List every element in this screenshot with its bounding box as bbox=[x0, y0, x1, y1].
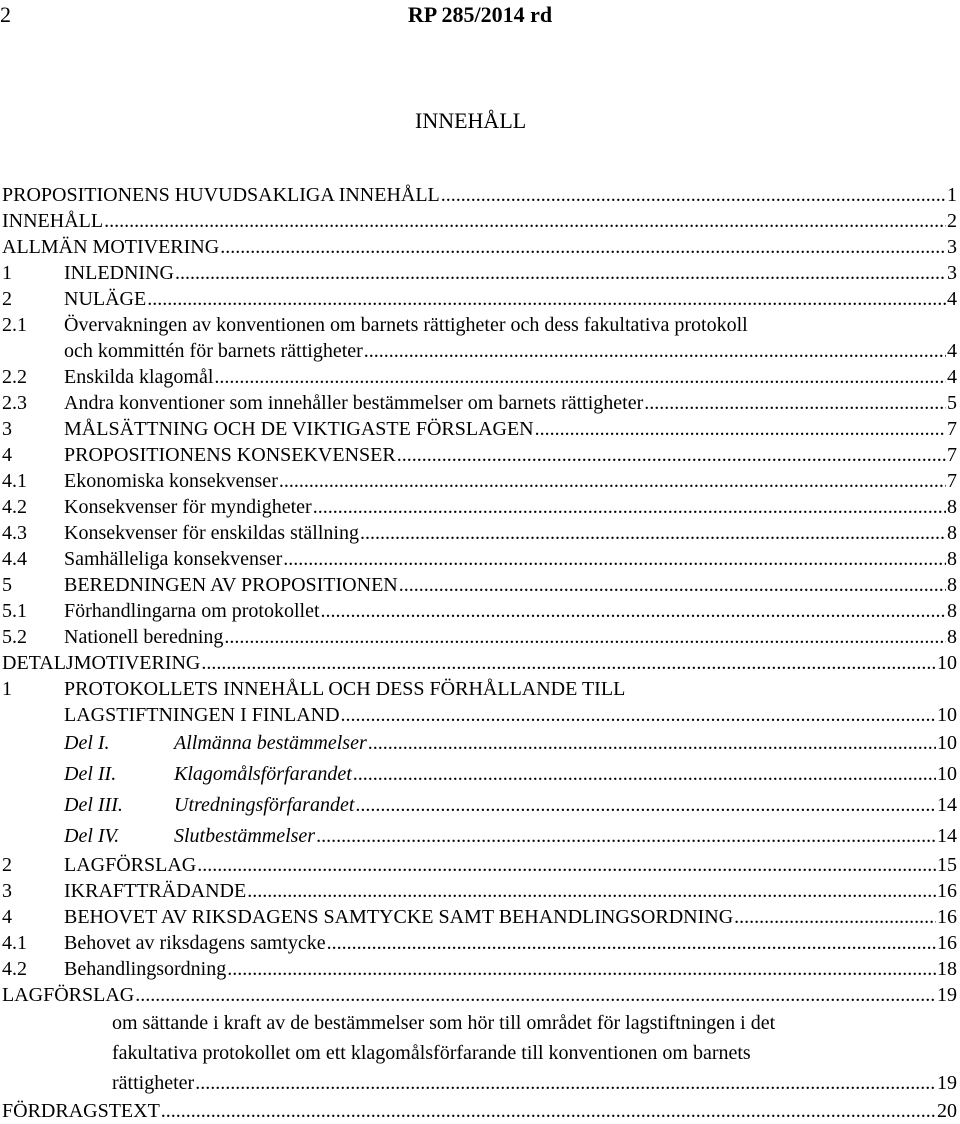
toc-entry[interactable] bbox=[2, 930, 957, 956]
toc-leader bbox=[397, 442, 946, 468]
toc-entry[interactable] bbox=[2, 520, 957, 546]
toc-label: LAGFÖRSLAG bbox=[64, 854, 197, 876]
toc-label: Slutbestämmelser bbox=[174, 825, 316, 847]
toc-leader bbox=[147, 286, 946, 312]
toc-label: LAGFÖRSLAG bbox=[2, 984, 135, 1006]
toc-page: 7 bbox=[947, 418, 957, 440]
toc-leader bbox=[283, 546, 946, 572]
toc-number: 3 bbox=[2, 418, 12, 440]
toc-leader bbox=[321, 598, 946, 624]
toc-leader bbox=[316, 821, 936, 852]
toc-page: 8 bbox=[947, 600, 957, 622]
toc-entry[interactable] bbox=[2, 1098, 957, 1124]
toc-leader bbox=[220, 234, 946, 260]
toc-number: 5.1 bbox=[2, 600, 27, 622]
toc-page: 2 bbox=[947, 210, 957, 232]
toc-entry[interactable] bbox=[2, 468, 957, 494]
toc-page: 4 bbox=[947, 366, 957, 388]
toc-leader bbox=[353, 759, 936, 790]
toc-label: Samhälleliga konsekvenser bbox=[64, 548, 283, 570]
toc-label: Utredningsförfarandet bbox=[174, 794, 355, 816]
toc-label: FÖRDRAGSTEXT bbox=[2, 1100, 160, 1122]
toc-page: 16 bbox=[937, 906, 957, 928]
toc-number: 4.1 bbox=[2, 932, 27, 954]
toc-label: Enskilda klagomål bbox=[64, 366, 214, 388]
toc-number: 4 bbox=[2, 444, 12, 466]
toc-number: Del I. bbox=[64, 732, 110, 754]
toc-entry[interactable] bbox=[2, 676, 957, 702]
toc-number: 3 bbox=[2, 880, 12, 902]
toc-page: 8 bbox=[947, 574, 957, 596]
toc-entry[interactable] bbox=[2, 624, 957, 650]
toc-label: MÅLSÄTTNING OCH DE VIKTIGASTE FÖRSLAGEN bbox=[64, 418, 534, 440]
toc-entry[interactable] bbox=[2, 728, 957, 759]
toc-entry[interactable] bbox=[2, 286, 957, 312]
toc-page: 8 bbox=[947, 626, 957, 648]
toc-label: INLEDNING bbox=[64, 262, 174, 284]
toc-number: 2.2 bbox=[2, 366, 27, 388]
toc-entry[interactable] bbox=[2, 956, 957, 982]
toc-label: DETALJMOTIVERING bbox=[2, 652, 201, 674]
toc-leader bbox=[135, 982, 936, 1008]
toc-number: 2.1 bbox=[2, 314, 27, 336]
toc-page: 16 bbox=[937, 880, 957, 902]
toc-entry[interactable] bbox=[2, 572, 957, 598]
toc-label: INNEHÅLL bbox=[2, 210, 104, 232]
toc-label: PROPOSITIONENS KONSEKVENSER bbox=[64, 444, 396, 466]
page-number: 2 bbox=[0, 2, 11, 27]
toc-title: INNEHÅLL bbox=[415, 108, 527, 133]
toc-number: 5.2 bbox=[2, 626, 27, 648]
toc-label: Övervakningen av konventionen om barnets rättigheter och dess fakultativa protokoll bbox=[64, 314, 748, 336]
toc-label: BEREDNINGEN AV PROPOSITIONEN bbox=[64, 574, 398, 596]
toc-page: 7 bbox=[947, 444, 957, 466]
toc-number: 2 bbox=[2, 854, 12, 876]
toc-page: 16 bbox=[937, 932, 957, 954]
toc-entry[interactable] bbox=[2, 208, 957, 234]
toc-number: 4.2 bbox=[2, 496, 27, 518]
toc-page: 19 bbox=[937, 984, 957, 1006]
toc-label: Andra konventioner som innehåller bestämmelser om barnets rättigheter bbox=[64, 392, 644, 414]
toc-entry[interactable] bbox=[2, 790, 957, 821]
toc-entry[interactable] bbox=[2, 650, 957, 676]
toc-label: NULÄGE bbox=[64, 288, 147, 310]
toc-leader bbox=[399, 572, 946, 598]
toc-entry[interactable] bbox=[2, 878, 957, 904]
toc-leader bbox=[214, 364, 946, 390]
toc-number: 4.1 bbox=[2, 470, 27, 492]
toc-page: 5 bbox=[947, 392, 957, 414]
toc-entry[interactable] bbox=[2, 546, 957, 572]
toc-entry[interactable] bbox=[2, 821, 957, 852]
toc-label: fakultativa protokollet om ett klagomålsförfarande till konventionen om barnets bbox=[112, 1042, 751, 1064]
toc-page: 4 bbox=[947, 288, 957, 310]
toc-number: 1 bbox=[2, 262, 12, 284]
toc-leader bbox=[313, 494, 946, 520]
toc-label: PROTOKOLLETS INNEHÅLL OCH DESS FÖRHÅLLANDE TILL bbox=[64, 678, 626, 700]
toc-leader bbox=[224, 624, 946, 650]
toc-number: 2.3 bbox=[2, 392, 27, 414]
toc-number: Del IV. bbox=[64, 825, 120, 847]
toc-leader bbox=[327, 930, 936, 956]
toc-number: 2 bbox=[2, 288, 12, 310]
toc-label: om sättande i kraft av de bestämmelser som hör till området för lagstiftningen i det bbox=[112, 1012, 776, 1034]
toc-page: 18 bbox=[937, 958, 957, 980]
toc-leader bbox=[201, 650, 936, 676]
toc-leader bbox=[341, 702, 936, 728]
toc-label: Konsekvenser för enskildas ställning bbox=[64, 522, 359, 544]
toc-leader bbox=[195, 1068, 936, 1098]
toc-entry[interactable] bbox=[2, 852, 957, 878]
toc-leader bbox=[644, 390, 946, 416]
toc-label: IKRAFTTRÄDANDE bbox=[64, 880, 247, 902]
toc-page: 1 bbox=[947, 184, 957, 206]
toc-leader bbox=[441, 182, 946, 208]
toc-leader bbox=[535, 416, 946, 442]
toc-entry[interactable] bbox=[2, 982, 957, 1008]
document-id: RP 285/2014 rd bbox=[407, 2, 553, 27]
toc-label: Konsekvenser för myndigheter bbox=[64, 496, 312, 518]
toc-entry[interactable] bbox=[2, 312, 957, 338]
toc-page: 15 bbox=[937, 854, 957, 876]
toc-label: rättigheter bbox=[112, 1072, 195, 1094]
toc-entry-description bbox=[2, 1038, 957, 1068]
toc-leader bbox=[734, 904, 936, 930]
toc-leader bbox=[279, 468, 946, 494]
toc-leader bbox=[104, 208, 946, 234]
toc-leader bbox=[197, 852, 936, 878]
toc-label: och kommittén för barnets rättigheter bbox=[64, 340, 363, 362]
toc-entry[interactable] bbox=[2, 904, 957, 930]
toc-leader bbox=[364, 338, 946, 364]
toc-entry[interactable] bbox=[2, 416, 957, 442]
toc-page: 10 bbox=[937, 763, 957, 785]
toc-entry-description bbox=[2, 1008, 957, 1038]
toc-leader bbox=[368, 728, 936, 759]
toc-number: Del II. bbox=[64, 763, 117, 785]
toc-number: 4.2 bbox=[2, 958, 27, 980]
toc-entry[interactable] bbox=[2, 234, 957, 260]
toc-label: Allmänna bestämmelser bbox=[174, 732, 367, 754]
toc-entry-continuation[interactable] bbox=[2, 338, 957, 364]
toc-leader bbox=[247, 878, 936, 904]
toc-entry[interactable] bbox=[2, 260, 957, 286]
toc-number: 4 bbox=[2, 906, 12, 928]
toc-number: 5 bbox=[2, 574, 12, 596]
toc-entry[interactable] bbox=[2, 759, 957, 790]
toc-number: 4.4 bbox=[2, 548, 27, 570]
toc-entry[interactable] bbox=[2, 1068, 957, 1098]
toc-number: 4.3 bbox=[2, 522, 27, 544]
toc-leader bbox=[161, 1098, 936, 1124]
toc-number: Del III. bbox=[64, 794, 123, 816]
toc-label: Klagomålsförfarandet bbox=[174, 763, 352, 785]
toc-page: 10 bbox=[937, 652, 957, 674]
toc-entry[interactable] bbox=[2, 598, 957, 624]
toc-entry[interactable] bbox=[2, 364, 957, 390]
toc-page: 19 bbox=[937, 1072, 957, 1094]
toc-label: BEHOVET AV RIKSDAGENS SAMTYCKE SAMT BEHANDLINGSORDNING bbox=[64, 906, 734, 928]
table-of-contents bbox=[2, 182, 957, 1124]
toc-page: 14 bbox=[937, 825, 957, 847]
toc-page: 7 bbox=[947, 470, 957, 492]
toc-label: LAGSTIFTNINGEN I FINLAND bbox=[64, 704, 340, 726]
toc-leader bbox=[175, 260, 946, 286]
toc-leader bbox=[360, 520, 946, 546]
toc-label: Behandlingsordning bbox=[64, 958, 227, 980]
toc-page: 20 bbox=[937, 1100, 957, 1122]
toc-page: 4 bbox=[947, 340, 957, 362]
toc-page: 14 bbox=[937, 794, 957, 816]
toc-page: 10 bbox=[937, 732, 957, 754]
toc-page: 3 bbox=[947, 236, 957, 258]
toc-number: 1 bbox=[2, 678, 12, 700]
toc-entry[interactable] bbox=[2, 390, 957, 416]
toc-entry-continuation[interactable] bbox=[2, 702, 957, 728]
toc-page: 8 bbox=[947, 496, 957, 518]
toc-page: 8 bbox=[947, 522, 957, 544]
toc-entry[interactable] bbox=[2, 494, 957, 520]
toc-entry[interactable] bbox=[2, 182, 957, 208]
toc-label: Förhandlingarna om protokollet bbox=[64, 600, 320, 622]
toc-leader bbox=[227, 956, 936, 982]
toc-entry[interactable] bbox=[2, 442, 957, 468]
toc-page: 3 bbox=[947, 262, 957, 284]
toc-leader bbox=[355, 790, 936, 821]
toc-label: ALLMÄN MOTIVERING bbox=[2, 236, 220, 258]
toc-label: Behovet av riksdagens samtycke bbox=[64, 932, 326, 954]
toc-label: Ekonomiska konsekvenser bbox=[64, 470, 278, 492]
toc-label: PROPOSITIONENS HUVUDSAKLIGA INNEHÅLL bbox=[2, 184, 440, 206]
toc-page: 8 bbox=[947, 548, 957, 570]
toc-page: 10 bbox=[937, 704, 957, 726]
toc-label: Nationell beredning bbox=[64, 626, 224, 648]
